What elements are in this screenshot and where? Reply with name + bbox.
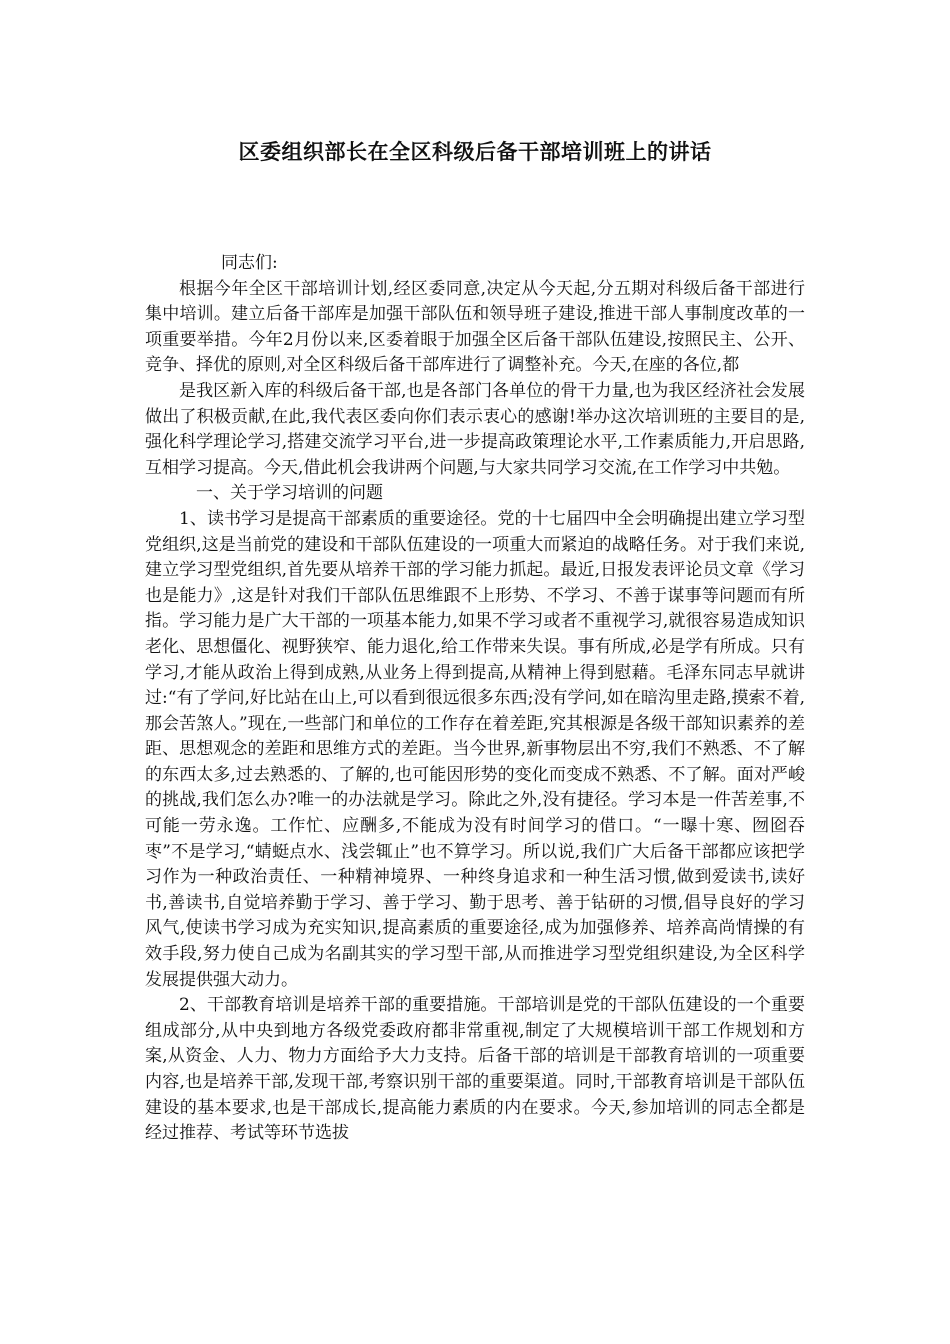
paragraph-intro-2: 是我区新入库的科级后备干部,也是各部门各单位的骨干力量,也为我区经济社会发展做出了积极贡献,在此,我代表区委向你们表示衷心的感谢!举办这次培训班的主要目的是,强化科学理论学习,搭建交流学习平台,进一步提高政策理论水平,工作素质能力,开启思路,互相学习提高。今天,借此机会我讲两个问题,与大家共同学习交流,在工作学习中共勉。 [145, 380, 805, 478]
paragraph-section1-point2: 2、干部教育培训是培养干部的重要措施。干部培训是党的干部队伍建设的一个重要组成部分,从中央到地方各级党委政府都非常重视,制定了大规模培训干部工作规划和方案,从资金、人力、物力方面给予大力支持。后备干部的培训是干部教育培训的一项重要内容,也是培养干部,发现干部,考察识别干部的重要渠道。同时,干部教育培训是干部队伍建设的基本要求,也是干部成长,提高能力素质的内在要求。今天,参加培训的同志全都是经过推荐、考试等环节选拔 [145, 995, 805, 1144]
section-heading-1: 一、关于学习培训的问题 [196, 483, 383, 504]
salutation: 同志们: [221, 253, 278, 273]
paragraph-intro-1: 根据今年全区干部培训计划,经区委同意,决定从今天起,分五期对科级后备干部进行集中培训。建立后备干部库是加强干部队伍和领导班子建设,推进干部人事制度改革的一项重要举措。今年2月份以来,区委着眼于加强全区后备干部队伍建设,按照民主、公开、竞争、择优的原则,对全区科级后备干部库进行了调整补充。今天,在座的各位,都 [145, 278, 805, 376]
document-title: 区委组织部长在全区科级后备干部培训班上的讲话 [238, 139, 712, 164]
document-body [145, 251, 805, 1147]
paragraph-section1-point1: 1、读书学习是提高干部素质的重要途径。党的十七届四中全会明确提出建立学习型党组织,这是当前党的建设和干部队伍建设的一项重大而紧迫的战略任务。对于我们来说,建立学习型党组织,首先要从培养干部的学习能力抓起。最近,日报发表评论员文章《学习也是能力》,这是针对我们干部队伍思维跟不上形势、不学习、不善于谋事等问题而有所指。学习能力是广大干部的一项基本能力,如果不学习或者不重视学习,就很容易造成知识老化、思想僵化、视野狭窄、能力退化,给工作带来失误。事有所成,必是学有所成。只有学习,才能从政治上得到成熟,从业务上得到提高,从精神上得到慰藉。毛泽东同志早就讲过:“有了学问,好比站在山上,可以看到很远很多东西;没有学问,如在暗沟里走路,摸索不着,那会苦煞人。”现在,一些部门和单位的工作存在着差距,究其根源是各级干部知识素养的差距、思想观念的差距和思维方式的差距。当今世界,新事物层出不穷,我们不熟悉、不了解的东西太多,过去熟悉的、了解的,也可能因形势的变化而变成不熟悉、不了解。面对严峻的挑战,我们怎么办?唯一的办法就是学习。除此之外,没有捷径。学习本是一件苦差事,不可能一劳永逸。工作忙、应酬多,不能成为没有时间学习的借口。“一曝十寒、囫囵吞枣”不是学习,“蜻蜓点水、浅尝辄止”也不算学习。所以说,我们广大后备干部都应该把学习作为一种政治责任、一种精神境界、一种终身追求和一种生活习惯,做到爱读书,读好书,善读书,自觉培养勤于学习、善于学习、勤于思考、善于钻研的习惯,倡导良好的学习风气,使读书学习成为充实知识,提高素质的重要途径,成为加强修养、培养高尚情操的有效手段,努力使自己成为名副其实的学习型干部,从而推进学习型党组织建设,为全区科学发展提供强大动力。 [145, 508, 805, 990]
